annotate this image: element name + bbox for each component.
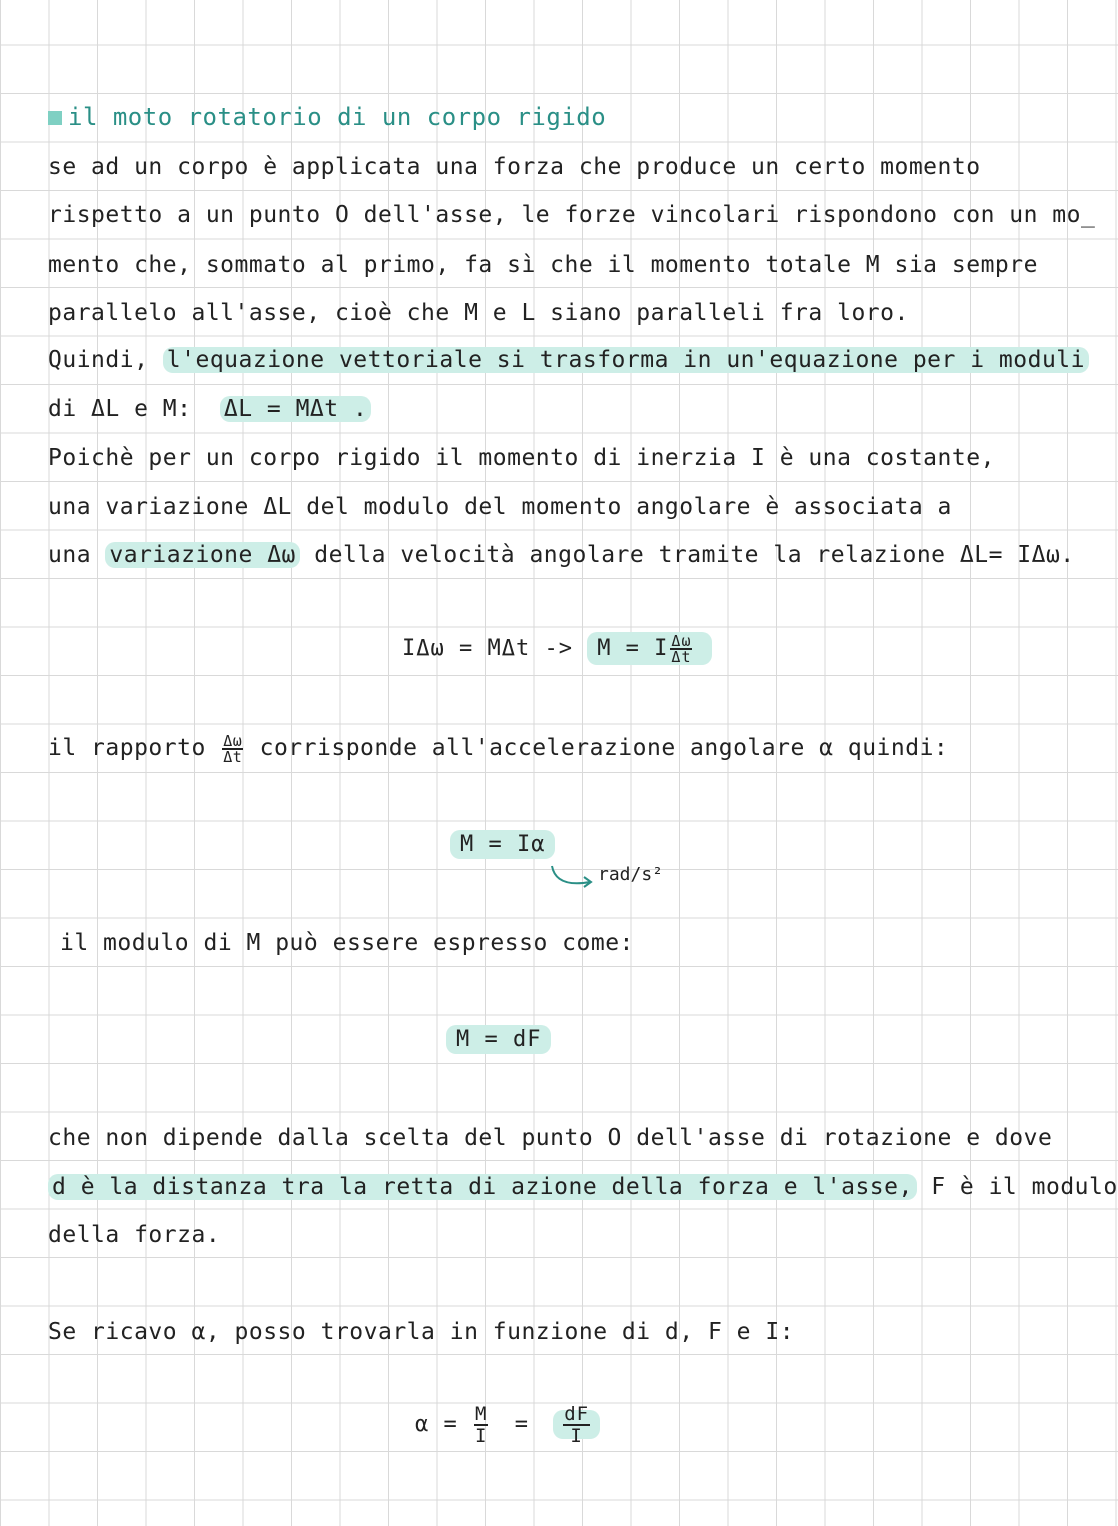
- formula-momentum: IΔω = MΔt -> M = I $\frac{\Delta\omega}{\Delta t}$: [402, 634, 712, 664]
- paragraph4-line1: che non dipende dalla scelta del punto O dell'asse di rotazione e dove: [48, 1125, 1053, 1151]
- title-bullet-icon: [48, 111, 62, 125]
- formula-dl-mdt: ΔL = MΔt .: [220, 396, 371, 422]
- unit-arrow-icon: [548, 864, 598, 894]
- fraction-m-over-i: $\frac{M}{I}$: [475, 1403, 488, 1447]
- formula-m-highlight: M = I $\frac{\Delta\omega}{\Delta t}$: [587, 632, 712, 665]
- paragraph1-line3: mento che, sommato al primo, fa sì che il momento totale M sia sempre: [48, 252, 1038, 278]
- highlight-equation-moduli: l'equazione vettoriale si trasforma in un'equazione per i moduli: [163, 347, 1089, 373]
- paragraph3-line3: una variazione Δω della velocità angolare tramite la relazione ΔL= IΔω.: [48, 542, 1075, 568]
- paragraph1-line2: rispetto a un punto O dell'asse, le forze vincolari rispondono con un mo_: [48, 202, 1096, 228]
- paragraph4-line2: d è la distanza tra la retta di azione della forza e l'asse, F è il modulo: [48, 1172, 1118, 1202]
- formula-m-ialpha: M = Iα: [450, 832, 555, 857]
- paragraph5: Se ricavo α, posso trovarla in funzione di d, F e I:: [48, 1319, 795, 1345]
- fraction-df-over-i: $\frac{dF}{I}$: [564, 1403, 590, 1447]
- paragraph2-line1: Quindi, l'equazione vettoriale si trasforma in un'equazione per i moduli: [48, 345, 1089, 375]
- paragraph3-line2: una variazione ΔL del modulo del momento angolare è associata a: [48, 494, 952, 520]
- paragraph3-line1: Poichè per un corpo rigido il momento di inerzia I è una costante,: [48, 445, 995, 471]
- formula-df-highlight: [553, 1403, 600, 1447]
- fraction-ratio: $\frac{\Delta\omega}{\Delta t}$: [223, 731, 243, 766]
- highlight-distance: d è la distanza tra la retta di azione della forza e l'asse,: [48, 1174, 917, 1200]
- paragraph1-line1: se ad un corpo è applicata una forza che produce un certo momento: [48, 154, 981, 180]
- formula-m-df: M = dF: [446, 1027, 551, 1052]
- paragraph1-line4: parallelo all'asse, cioè che M e L siano paralleli fra loro.: [48, 300, 909, 326]
- modulo-line: il modulo di M può essere espresso come:: [60, 930, 634, 956]
- unit-rad-s2: rad/s²: [598, 864, 664, 885]
- paragraph4-line3: della forza.: [48, 1222, 221, 1248]
- page-title: il moto rotatorio di un corpo rigido: [48, 102, 606, 132]
- ratio-line: il rapporto $\frac{\Delta\omega}{\Delta t}$ corrisponde all'accelerazione angolare α quindi:: [48, 731, 949, 766]
- fraction-dw-dt: $\frac{\Delta\omega}{\Delta t}$: [671, 632, 692, 666]
- highlight-variazione: variazione Δω: [105, 542, 300, 568]
- paragraph2-line2: di ΔL e M: ΔL = MΔt .: [48, 394, 371, 424]
- formula-alpha: α = $\frac{M}{I}$ = $\frac{dF}{I}$: [415, 1404, 600, 1446]
